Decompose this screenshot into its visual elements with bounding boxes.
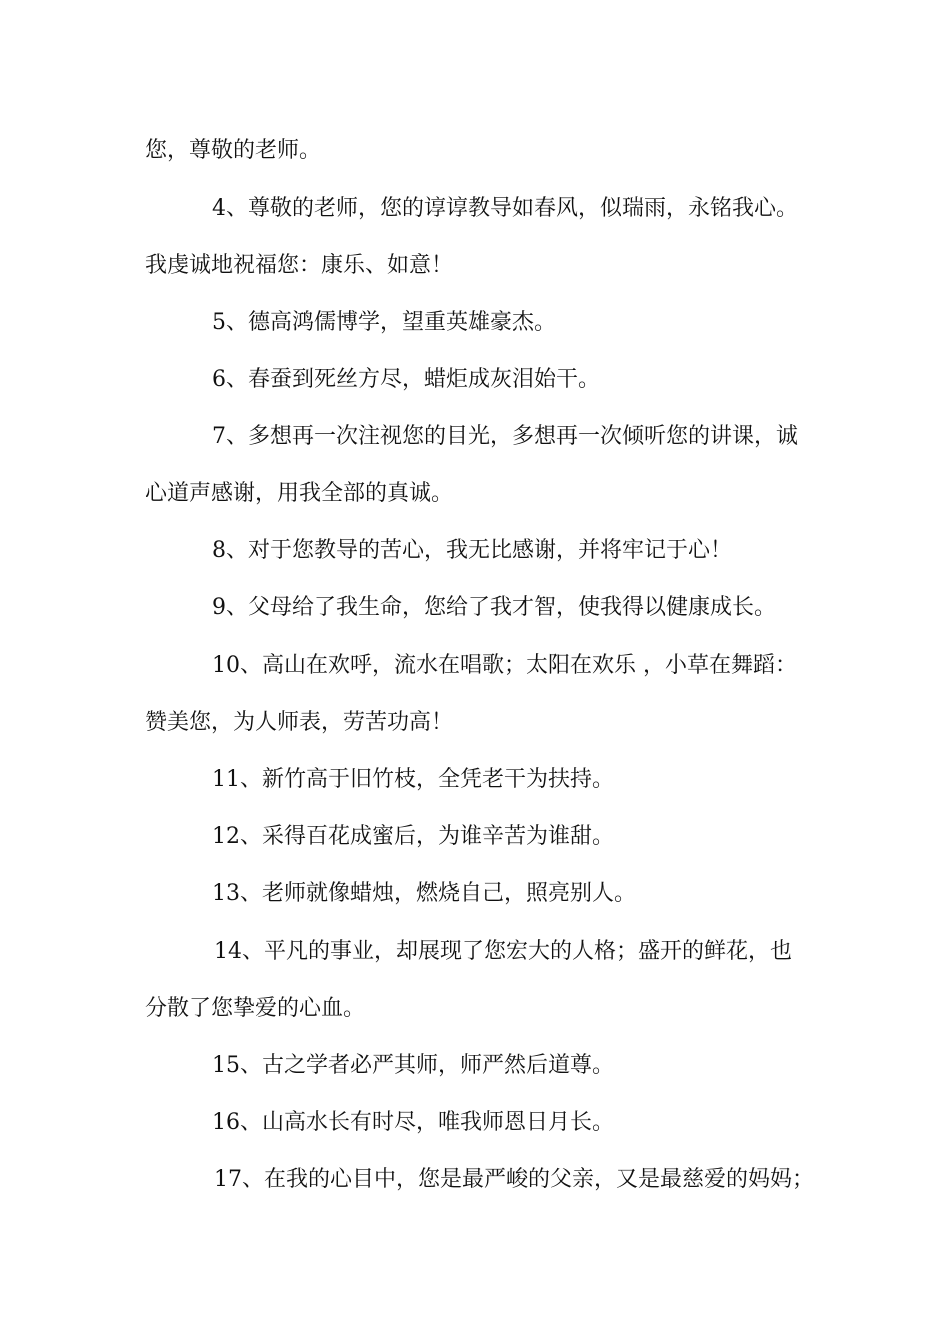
text-line: 14、平凡的事业，却展现了您宏大的人格；盛开的鲜花，也 [214,939,792,964]
text-line: 15、古之学者必严其师，师严然后道尊。 [212,1053,614,1078]
text-line: 16、山高水长有时尽，唯我师恩日月长。 [212,1110,614,1135]
text-line: 5、德高鸿儒博学，望重英雄豪杰。 [212,310,556,335]
text-line: 心道声感谢，用我全部的真诚。 [145,481,454,506]
text-line: 11、新竹高于旧竹枝，全凭老干为扶持。 [212,767,614,792]
text-line: 10、高山在欢呼，流水在唱歌；太阳在欢乐 ，小草在舞蹈： [212,653,797,678]
text-line: 您，尊敬的老师。 [145,138,322,163]
text-line: 7、多想再一次注视您的目光，多想再一次倾听您的讲课，诚 [212,424,798,449]
text-line: 12、采得百花成蜜后，为谁辛苦为谁甜。 [212,824,614,849]
text-line: 17、在我的心目中，您是最严峻的父亲，又是最慈爱的妈妈； [214,1167,814,1192]
text-line: 分散了您挚爱的心血。 [145,996,366,1021]
text-line: 9、父母给了我生命，您给了我才智，使我得以健康成长。 [212,595,776,620]
text-line: 8、对于您教导的苦心，我无比感谢，并将牢记于心！ [212,538,732,563]
text-line: 我虔诚地祝福您：康乐、如意！ [145,253,454,278]
text-line: 6、春蚕到死丝方尽，蜡炬成灰泪始干。 [212,367,600,392]
text-line: 赞美您，为人师表，劳苦功高！ [145,710,454,735]
text-line: 13、老师就像蜡烛，燃烧自己，照亮别人。 [212,881,636,906]
text-line: 4、尊敬的老师，您的谆谆教导如春风，似瑞雨，永铭我心。 [212,196,798,221]
